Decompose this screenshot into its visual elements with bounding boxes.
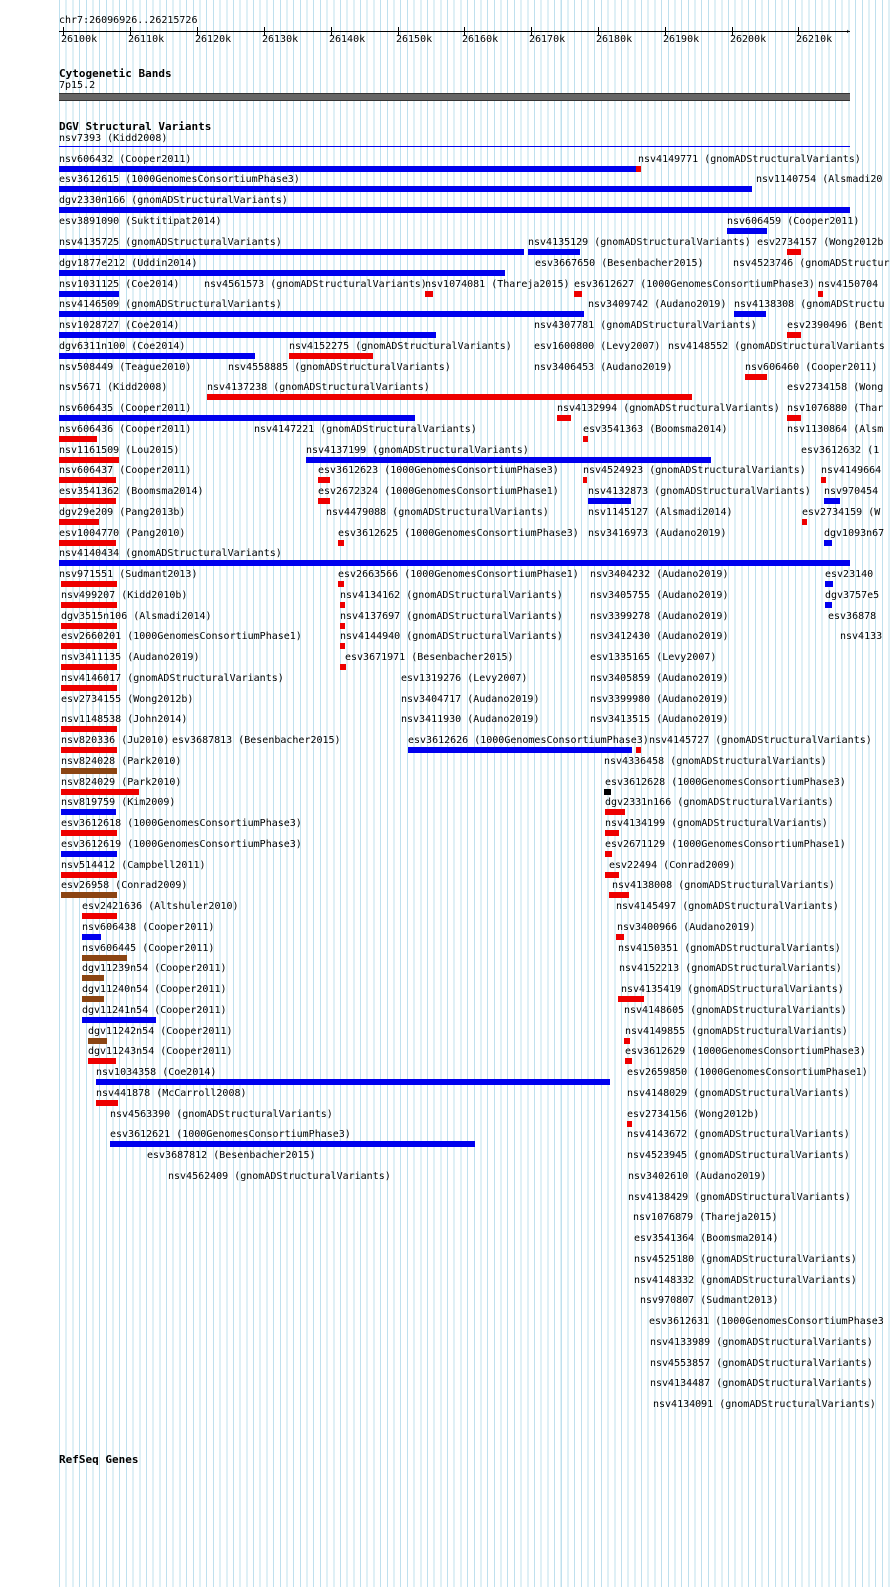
variant-label[interactable]: nsv4140434 (gnomADStructuralVariants) [59, 548, 282, 559]
left-margin [0, 0, 59, 1587]
variant-label[interactable]: esv1319276 (Levy2007) [401, 673, 528, 684]
variant-label[interactable]: esv3612628 (1000GenomesConsortiumPhase3) [605, 777, 846, 788]
variant-bar[interactable] [625, 1058, 632, 1064]
variant-label[interactable]: esv3612619 (1000GenomesConsortiumPhase3) [61, 839, 302, 850]
variant-bar[interactable] [61, 643, 117, 649]
variant-label[interactable]: esv36878 [828, 611, 877, 622]
variant-label[interactable]: nsv1140754 (Alsmadi20 [756, 174, 883, 185]
variant-label[interactable]: nsv970807 (Sudmant2013) [640, 1295, 779, 1306]
variant-label[interactable]: nsv4561573 (gnomADStructuralVariants) [204, 279, 427, 290]
variant-bar[interactable] [824, 498, 840, 504]
variant-label[interactable]: esv3687812 (Besenbacher2015) [147, 1150, 316, 1161]
cytoband-label: 7p15.2 [59, 80, 96, 91]
variant-bar[interactable] [61, 892, 117, 898]
variant-label[interactable]: dgv11242n54 (Cooper2011) [88, 1026, 233, 1037]
variant-label[interactable]: nsv819759 (Kim2009) [61, 797, 176, 808]
variant-label[interactable]: esv3612618 (1000GenomesConsortiumPhase3) [61, 818, 302, 829]
variant-label[interactable]: nsv508449 (Teague2010) [59, 362, 192, 373]
dgv-track-title[interactable]: DGV Structural Variants [59, 120, 212, 133]
variant-label[interactable]: nsv820336 (Ju2010) [61, 735, 170, 746]
variant-label[interactable]: esv3541363 (Boomsma2014) [583, 424, 728, 435]
variant-label[interactable]: nsv606437 (Cooper2011) [59, 465, 192, 476]
ruler-tick-label: 26130k [262, 34, 299, 45]
variant-label[interactable]: nsv4133989 (gnomADStructuralVariants) [650, 1337, 873, 1348]
variant-label[interactable]: nsv1076879 (Thareja2015) [633, 1212, 778, 1223]
variant-bar[interactable] [557, 415, 571, 421]
variant-label[interactable]: nsv4137199 (gnomADStructuralVariants) [306, 445, 529, 456]
variant-label[interactable]: esv1335165 (Levy2007) [590, 652, 717, 663]
variant-bar[interactable] [306, 457, 711, 463]
variant-label[interactable]: nsv3404232 (Audano2019) [590, 569, 729, 580]
variant-label[interactable]: nsv606460 (Cooper2011) [745, 362, 878, 373]
ruler-tick-label: 26180k [596, 34, 633, 45]
variant-label[interactable]: esv2660201 (1000GenomesConsortiumPhase1) [61, 631, 302, 642]
variant-label[interactable]: nsv4144940 (gnomADStructuralVariants) [340, 631, 563, 642]
variant-label[interactable]: esv3612631 (1000GenomesConsortiumPhase3 [649, 1316, 884, 1327]
variant-bar[interactable] [59, 249, 524, 255]
variant-label[interactable]: nsv4148552 (gnomADStructuralVariants [668, 341, 885, 352]
variant-label[interactable]: esv3891090 (Suktitipat2014) [59, 216, 222, 227]
variant-label[interactable]: nsv4135419 (gnomADStructuralVariants) [621, 984, 844, 995]
variant-bar[interactable] [96, 1100, 118, 1106]
variant-label[interactable]: nsv514412 (Campbell2011) [61, 860, 206, 871]
variant-bar[interactable] [787, 249, 801, 255]
variant-bar[interactable] [207, 394, 692, 400]
variant-label[interactable]: dgv11239n54 (Cooper2011) [82, 963, 227, 974]
variant-label[interactable]: esv3612627 (1000GenomesConsortiumPhase3) [574, 279, 815, 290]
variant-bar[interactable] [605, 872, 619, 878]
variant-label[interactable]: nsv1074081 (Thareja2015) [425, 279, 570, 290]
variant-bar[interactable] [338, 540, 344, 546]
variant-bar[interactable] [636, 166, 641, 172]
variant-label[interactable]: esv2672324 (1000GenomesConsortiumPhase1) [318, 486, 559, 497]
variant-label[interactable]: esv2663566 (1000GenomesConsortiumPhase1) [338, 569, 579, 580]
variant-label[interactable]: nsv4134199 (gnomADStructuralVariants) [605, 818, 828, 829]
variant-label[interactable]: nsv499207 (Kidd2010b) [61, 590, 188, 601]
variant-bar[interactable] [340, 623, 345, 629]
variant-label[interactable]: esv3667650 (Besenbacher2015) [535, 258, 704, 269]
variant-bar[interactable] [59, 270, 505, 276]
variant-label[interactable]: nsv4146017 (gnomADStructuralVariants) [61, 673, 284, 684]
variant-label[interactable]: nsv606438 (Cooper2011) [82, 922, 215, 933]
variant-label[interactable]: esv2734158 (Wong [787, 382, 884, 393]
variant-bar[interactable] [318, 477, 330, 483]
variant-label[interactable]: nsv4133 [840, 631, 883, 642]
variant-label[interactable]: nsv4138308 (gnomADStructu [734, 299, 885, 310]
variant-label[interactable]: nsv1031125 (Coe2014) [59, 279, 180, 290]
variant-bar[interactable] [588, 498, 631, 504]
variant-label[interactable]: nsv970454 [824, 486, 879, 497]
variant-label[interactable]: nsv4134091 (gnomADStructuralVariants) [653, 1399, 876, 1410]
variant-bar[interactable] [59, 332, 436, 338]
variant-bar[interactable] [61, 726, 117, 732]
variant-label[interactable]: nsv4525180 (gnomADStructuralVariants) [634, 1254, 857, 1265]
variant-label[interactable]: nsv4143672 (gnomADStructuralVariants) [627, 1129, 850, 1140]
variant-label[interactable]: esv2390496 (Bent [787, 320, 884, 331]
variant-bar[interactable] [59, 353, 255, 359]
variant-bar[interactable] [82, 934, 101, 940]
variant-bar[interactable] [61, 809, 116, 815]
variant-label[interactable]: nsv4523945 (gnomADStructuralVariants) [627, 1150, 850, 1161]
variant-bar[interactable] [59, 477, 116, 483]
variant-bar[interactable] [59, 519, 99, 525]
variant-label[interactable]: esv23140 [825, 569, 874, 580]
variant-bar[interactable] [59, 166, 636, 172]
variant-bar[interactable] [82, 1017, 156, 1023]
variant-label[interactable]: esv26958 (Conrad2009) [61, 880, 188, 891]
variant-label[interactable]: esv3687813 (Besenbacher2015) [172, 735, 341, 746]
variant-label[interactable]: esv2421636 (Altshuler2010) [82, 901, 239, 912]
variant-label[interactable]: nsv441878 (McCarroll2008) [96, 1088, 247, 1099]
variant-bar[interactable] [59, 415, 415, 421]
variant-label[interactable]: nsv4135725 (gnomADStructuralVariants) [59, 237, 282, 248]
variant-label[interactable]: nsv4149664 [821, 465, 882, 476]
ruler-tick-label: 26210k [796, 34, 833, 45]
variant-label[interactable]: esv1600800 (Levy2007) [534, 341, 661, 352]
variant-bar[interactable] [825, 602, 832, 608]
variant-label[interactable]: nsv971551 (Sudmant2013) [59, 569, 198, 580]
variant-label[interactable]: esv3541364 (Boomsma2014) [634, 1233, 779, 1244]
variant-label[interactable]: nsv4149855 (gnomADStructuralVariants) [625, 1026, 848, 1037]
variant-bar[interactable] [61, 872, 117, 878]
variant-bar[interactable] [616, 934, 624, 940]
ruler-tick-label: 26100k [61, 34, 98, 45]
variant-bar[interactable] [528, 249, 580, 255]
variant-label[interactable]: nsv4152213 (gnomADStructuralVariants) [619, 963, 842, 974]
variant-label[interactable]: nsv4145727 (gnomADStructuralVariants) [649, 735, 872, 746]
variant-bar[interactable] [110, 1141, 475, 1147]
variant-label[interactable]: nsv4479088 (gnomADStructuralVariants) [326, 507, 549, 518]
variant-bar[interactable] [61, 685, 117, 691]
variant-label[interactable]: dgv3515n106 (Alsmadi2014) [61, 611, 212, 622]
variant-bar[interactable] [821, 477, 826, 483]
variant-bar[interactable] [61, 851, 117, 857]
variant-label[interactable]: esv2734155 (Wong2012b) [61, 694, 194, 705]
variant-bar[interactable] [82, 913, 117, 919]
variant-label[interactable]: nsv3405755 (Audano2019) [590, 590, 729, 601]
variant-label[interactable]: esv2734159 (W [802, 507, 881, 518]
variant-bar[interactable] [59, 457, 119, 463]
variant-label[interactable]: nsv4134487 (gnomADStructuralVariants) [650, 1378, 873, 1389]
variant-bar[interactable] [59, 498, 116, 504]
variant-label[interactable]: nsv3405859 (Audano2019) [590, 673, 729, 684]
variant-bar[interactable] [605, 809, 625, 815]
variant-label[interactable]: nsv4148332 (gnomADStructuralVariants) [634, 1275, 857, 1286]
variant-label[interactable]: nsv1034358 (Coe2014) [96, 1067, 217, 1078]
variant-bar[interactable] [408, 747, 632, 753]
variant-label[interactable]: dgv3757e5 [825, 590, 880, 601]
variant-bar[interactable] [609, 892, 629, 898]
variant-label[interactable]: nsv4148029 (gnomADStructuralVariants) [627, 1088, 850, 1099]
variant-label[interactable]: esv2734157 (Wong2012b [757, 237, 884, 248]
variant-label[interactable]: nsv4524923 (gnomADStructuralVariants) [583, 465, 806, 476]
variant-bar[interactable] [818, 291, 823, 297]
variant-bar[interactable] [61, 581, 117, 587]
variant-label[interactable]: nsv1148538 (John2014) [61, 714, 188, 725]
variant-label[interactable]: dgv1093n67 [824, 528, 885, 539]
variant-bar[interactable] [88, 1038, 107, 1044]
variant-label[interactable]: esv2659850 (1000GenomesConsortiumPhase1) [627, 1067, 868, 1078]
variant-label[interactable]: nsv4562409 (gnomADStructuralVariants) [168, 1171, 391, 1182]
variant-label[interactable]: nsv606459 (Cooper2011) [727, 216, 860, 227]
variant-label[interactable]: esv3612625 (1000GenomesConsortiumPhase3) [338, 528, 579, 539]
ruler-tick-label: 26110k [128, 34, 165, 45]
variant-bar[interactable] [604, 789, 611, 795]
variant-label[interactable]: nsv4307781 (gnomADStructuralVariants) [534, 320, 757, 331]
variant-bar[interactable] [340, 602, 345, 608]
variant-bar[interactable] [61, 768, 117, 774]
variant-bar[interactable] [82, 996, 104, 1002]
variant-bar[interactable] [82, 975, 104, 981]
ruler-tick-label: 26170k [529, 34, 566, 45]
variant-label[interactable]: nsv1076880 (Thar [787, 403, 884, 414]
variant-bar[interactable] [574, 291, 582, 297]
variant-bar[interactable] [59, 311, 584, 317]
variant-label[interactable]: esv2671129 (1000GenomesConsortiumPhase1) [605, 839, 846, 850]
variant-bar[interactable] [605, 830, 619, 836]
variant-bar[interactable] [425, 291, 433, 297]
variant-bar[interactable] [825, 581, 833, 587]
variant-label[interactable]: esv2734156 (Wong2012b) [627, 1109, 760, 1120]
variant-label[interactable]: nsv606436 (Cooper2011) [59, 424, 192, 435]
variant-label[interactable]: dgv11241n54 (Cooper2011) [82, 1005, 227, 1016]
variant-label[interactable]: nsv824028 (Park2010) [61, 756, 182, 767]
variant-label[interactable]: nsv4148605 (gnomADStructuralVariants) [624, 1005, 847, 1016]
variant-bar[interactable] [61, 830, 117, 836]
variant-label[interactable]: nsv7393 (Kidd2008) [59, 133, 168, 144]
variant-bar[interactable] [745, 374, 767, 380]
variant-bar[interactable] [605, 851, 612, 857]
variant-label[interactable]: nsv5671 (Kidd2008) [59, 382, 168, 393]
variant-bar[interactable] [88, 1058, 116, 1064]
variant-bar[interactable] [59, 291, 119, 297]
variant-label[interactable]: nsv4150704 [818, 279, 879, 290]
ruler-tick-label: 26120k [195, 34, 232, 45]
variant-label[interactable]: nsv3409742 (Audano2019) [588, 299, 727, 310]
variant-bar[interactable] [636, 747, 641, 753]
variant-bar[interactable] [583, 436, 588, 442]
refseq-track-title[interactable]: RefSeq Genes [59, 1453, 139, 1466]
variant-label[interactable]: nsv1161509 (Lou2015) [59, 445, 180, 456]
variant-bar[interactable] [787, 332, 801, 338]
variant-bar[interactable] [627, 1121, 632, 1127]
variant-bar[interactable] [340, 664, 346, 670]
variant-bar[interactable] [59, 186, 752, 192]
variant-bar[interactable] [583, 477, 587, 483]
ruler-tick-label: 26150k [396, 34, 433, 45]
cytoband-bar[interactable] [59, 93, 850, 101]
variant-label[interactable]: nsv4137697 (gnomADStructuralVariants) [340, 611, 563, 622]
variant-label[interactable]: nsv3406453 (Audano2019) [534, 362, 673, 373]
variant-bar[interactable] [61, 747, 117, 753]
variant-label[interactable]: nsv4134162 (gnomADStructuralVariants) [340, 590, 563, 601]
variant-bar[interactable] [340, 643, 345, 649]
variant-bar[interactable] [727, 228, 767, 234]
variant-label[interactable]: nsv4147221 (gnomADStructuralVariants) [254, 424, 477, 435]
variant-label[interactable]: nsv4132873 (gnomADStructuralVariants) [588, 486, 811, 497]
coordinate-range: chr7:26096926..26215726 [59, 15, 198, 26]
variant-label[interactable]: esv3671971 (Besenbacher2015) [345, 652, 514, 663]
variant-label[interactable]: nsv3413515 (Audano2019) [590, 714, 729, 725]
variant-label[interactable]: nsv4152275 (gnomADStructuralVariants) [289, 341, 512, 352]
cytoband-track-title[interactable]: Cytogenetic Bands [59, 67, 172, 80]
ruler-arrow-icon: → [843, 26, 850, 37]
variant-label[interactable]: dgv2331n166 (gnomADStructuralVariants) [605, 797, 834, 808]
variant-label[interactable]: nsv4135129 (gnomADStructuralVariants) [528, 237, 751, 248]
variant-label[interactable]: nsv3399980 (Audano2019) [590, 694, 729, 705]
variant-label[interactable]: esv3612632 (1 [801, 445, 880, 456]
variant-bar[interactable] [61, 623, 117, 629]
variant-label[interactable]: dgv29e209 (Pang2013b) [59, 507, 186, 518]
variant-label[interactable]: nsv4138429 (gnomADStructuralVariants) [628, 1192, 851, 1203]
variant-label[interactable]: dgv11240n54 (Cooper2011) [82, 984, 227, 995]
variant-bar[interactable] [59, 560, 850, 566]
variant-label[interactable]: dgv1877e212 (Uddin2014) [59, 258, 198, 269]
variant-label[interactable]: nsv4132994 (gnomADStructuralVariants) [557, 403, 780, 414]
variant-label[interactable]: dgv2330n166 (gnomADStructuralVariants) [59, 195, 288, 206]
variant-bar[interactable] [618, 996, 644, 1002]
ruler-tick-label: 26200k [730, 34, 767, 45]
variant-label[interactable]: nsv4138008 (gnomADStructuralVariants) [612, 880, 835, 891]
variant-bar[interactable] [289, 353, 373, 359]
variant-label[interactable]: esv3612629 (1000GenomesConsortiumPhase3) [625, 1046, 866, 1057]
variant-label[interactable]: nsv3400966 (Audano2019) [617, 922, 756, 933]
variant-label[interactable]: nsv4137238 (gnomADStructuralVariants) [207, 382, 430, 393]
variant-bar[interactable] [734, 311, 766, 317]
variant-bar[interactable] [824, 540, 832, 546]
variant-label[interactable]: nsv1145127 (Alsmadi2014) [588, 507, 733, 518]
variant-bar[interactable] [338, 581, 344, 587]
variant-bar[interactable] [61, 664, 117, 670]
variant-label[interactable]: dgv6311n100 (Coe2014) [59, 341, 186, 352]
variant-label[interactable]: nsv606435 (Cooper2011) [59, 403, 192, 414]
variant-label[interactable]: nsv3412430 (Audano2019) [590, 631, 729, 642]
variant-bar[interactable] [787, 415, 801, 421]
variant-label[interactable]: nsv606432 (Cooper2011) [59, 154, 192, 165]
variant-label[interactable]: nsv824029 (Park2010) [61, 777, 182, 788]
variant-label[interactable]: esv3612621 (1000GenomesConsortiumPhase3) [110, 1129, 351, 1140]
variant-label[interactable]: nsv3404717 (Audano2019) [401, 694, 540, 705]
variant-label[interactable]: nsv3416973 (Audano2019) [588, 528, 727, 539]
ruler-tick-label: 26160k [462, 34, 499, 45]
variant-label[interactable]: dgv11243n54 (Cooper2011) [88, 1046, 233, 1057]
variant-label[interactable]: nsv3399278 (Audano2019) [590, 611, 729, 622]
variant-bar[interactable] [82, 955, 127, 961]
variant-label[interactable]: nsv3411135 (Audano2019) [61, 652, 200, 663]
variant-bar[interactable] [61, 789, 139, 795]
variant-label[interactable]: esv3612615 (1000GenomesConsortiumPhase3) [59, 174, 300, 185]
variant-bar[interactable] [59, 540, 116, 546]
variant-label[interactable]: nsv4145497 (gnomADStructuralVariants) [616, 901, 839, 912]
variant-bar[interactable] [96, 1079, 610, 1085]
variant-label[interactable]: nsv3411930 (Audano2019) [401, 714, 540, 725]
variant-label[interactable]: esv3612623 (1000GenomesConsortiumPhase3) [318, 465, 559, 476]
variant-label[interactable]: nsv3402610 (Audano2019) [628, 1171, 767, 1182]
variant-label[interactable]: nsv4146509 (gnomADStructuralVariants) [59, 299, 282, 310]
variant-bar[interactable] [59, 436, 97, 442]
variant-label[interactable]: nsv1130864 (Alsm [787, 424, 884, 435]
variant-label[interactable]: nsv4563390 (gnomADStructuralVariants) [110, 1109, 333, 1120]
variant-label[interactable]: esv3612626 (1000GenomesConsortiumPhase3) [408, 735, 649, 746]
ruler-tick-label: 26190k [663, 34, 700, 45]
variant-bar[interactable] [802, 519, 807, 525]
variant-label[interactable]: nsv4523746 (gnomADStructur [733, 258, 890, 269]
variant-label[interactable]: nsv4558885 (gnomADStructuralVariants) [228, 362, 451, 373]
variant-label[interactable]: esv1004770 (Pang2010) [59, 528, 186, 539]
variant-label[interactable]: nsv4150351 (gnomADStructuralVariants) [618, 943, 841, 954]
variant-label[interactable]: esv3541362 (Boomsma2014) [59, 486, 204, 497]
variant-label[interactable]: esv22494 (Conrad2009) [609, 860, 736, 871]
variant-line[interactable] [59, 146, 850, 147]
variant-bar[interactable] [318, 498, 330, 504]
ruler-tick-label: 26140k [329, 34, 366, 45]
variant-label[interactable]: nsv4553857 (gnomADStructuralVariants) [650, 1358, 873, 1369]
variant-bar[interactable] [61, 602, 117, 608]
variant-bar[interactable] [624, 1038, 630, 1044]
variant-label[interactable]: nsv4336458 (gnomADStructuralVariants) [604, 756, 827, 767]
variant-label[interactable]: nsv4149771 (gnomADStructuralVariants) [638, 154, 861, 165]
variant-label[interactable]: nsv1028727 (Coe2014) [59, 320, 180, 331]
variant-bar[interactable] [59, 207, 850, 213]
variant-label[interactable]: nsv606445 (Cooper2011) [82, 943, 215, 954]
